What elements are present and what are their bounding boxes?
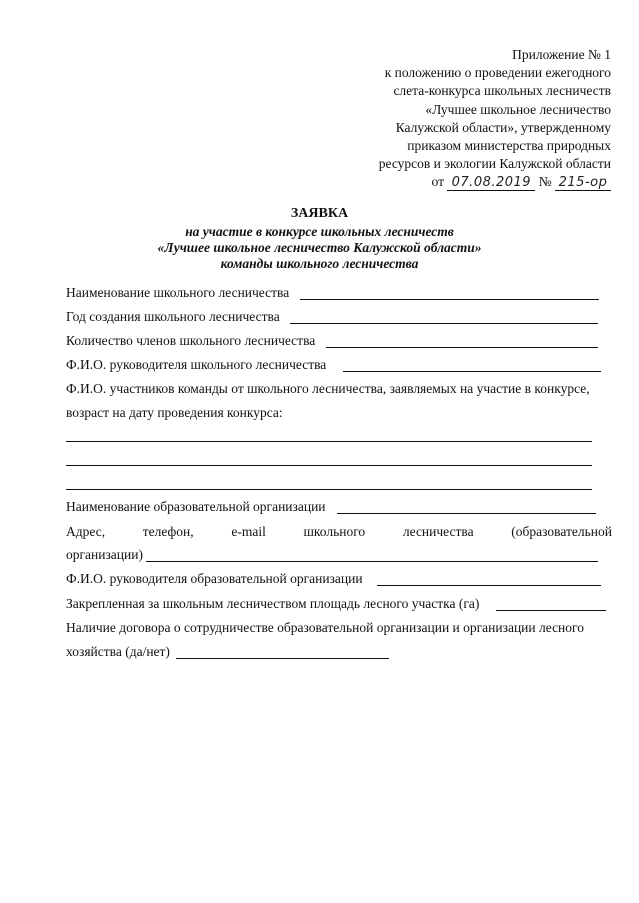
org-name-label: Наименование образовательной организации	[66, 499, 326, 514]
appendix-line: «Лучшее школьное лесничество	[425, 101, 611, 117]
participants-label-2: возраст на дату проведения конкурса:	[66, 405, 283, 420]
address-word: телефон,	[142, 524, 194, 539]
address-word: e-mail	[231, 524, 266, 539]
contract-label-1: Наличие договора о сотрудничестве образовательной организации и организации лесного	[66, 620, 584, 635]
participants-line-3[interactable]	[66, 489, 592, 490]
founding-year-line[interactable]	[290, 323, 598, 324]
address-word: школьного	[303, 524, 366, 539]
order-date: 07.08.2019	[447, 176, 535, 191]
participants-line-2[interactable]	[66, 465, 592, 466]
address-word: Адрес,	[66, 524, 106, 539]
forestry-name-label: Наименование школьного лесничества	[66, 285, 290, 300]
address-word: лесничества	[402, 524, 474, 539]
number-label: №	[538, 174, 552, 190]
order-number: 215-ор	[555, 176, 611, 191]
members-count-label: Количество членов школьного лесничества	[66, 333, 316, 348]
forestry-leader-label: Ф.И.О. руководителя школьного лесничества	[66, 357, 327, 372]
form-title: ЗАЯВКА	[290, 206, 349, 221]
appendix-line: слета-конкурса школьных лесничеств	[393, 83, 611, 99]
appendix-line: к положению о проведении ежегодного	[384, 65, 611, 81]
appendix-line: ресурсов и экологии Калужской области	[378, 156, 611, 172]
appendix-line: Калужской области», утвержденному	[395, 119, 611, 135]
contract-line[interactable]	[176, 658, 389, 659]
form-subtitle-2: «Лучшее школьное лесничество Калужской области»	[157, 240, 482, 255]
contract-label-2: хозяйства (да/нет)	[66, 644, 170, 659]
area-label: Закрепленная за школьным лесничеством площадь лесного участка (га)	[66, 596, 480, 611]
founding-year-label: Год создания школьного лесничества	[66, 309, 280, 324]
org-leader-label: Ф.И.О. руководителя образовательной организации	[66, 571, 363, 586]
address-label-2: организации)	[66, 547, 143, 562]
area-line[interactable]	[496, 610, 606, 611]
appendix-line: приказом министерства природных	[407, 138, 611, 154]
forestry-leader-line[interactable]	[343, 371, 601, 372]
participants-line-1[interactable]	[66, 441, 592, 442]
address-word: (образовательной	[511, 524, 612, 539]
form-subtitle-3: команды школьного лесничества	[220, 256, 419, 271]
appendix-header	[331, 46, 611, 192]
order-date-line	[331, 173, 611, 191]
form-subtitle-1: на участие в конкурсе школьных лесничеств	[185, 224, 454, 239]
members-count-line[interactable]	[326, 347, 598, 348]
address-line[interactable]	[146, 561, 598, 562]
org-leader-line[interactable]	[377, 585, 601, 586]
participants-label-1: Ф.И.О. участников команды от школьного лесничества, заявляемых на участие в конкурсе,	[66, 381, 590, 396]
forestry-name-line[interactable]	[300, 299, 599, 300]
from-label: от	[431, 174, 444, 190]
address-label-1	[66, 524, 612, 540]
org-name-line[interactable]	[337, 513, 596, 514]
appendix-line: Приложение № 1	[512, 47, 611, 62]
